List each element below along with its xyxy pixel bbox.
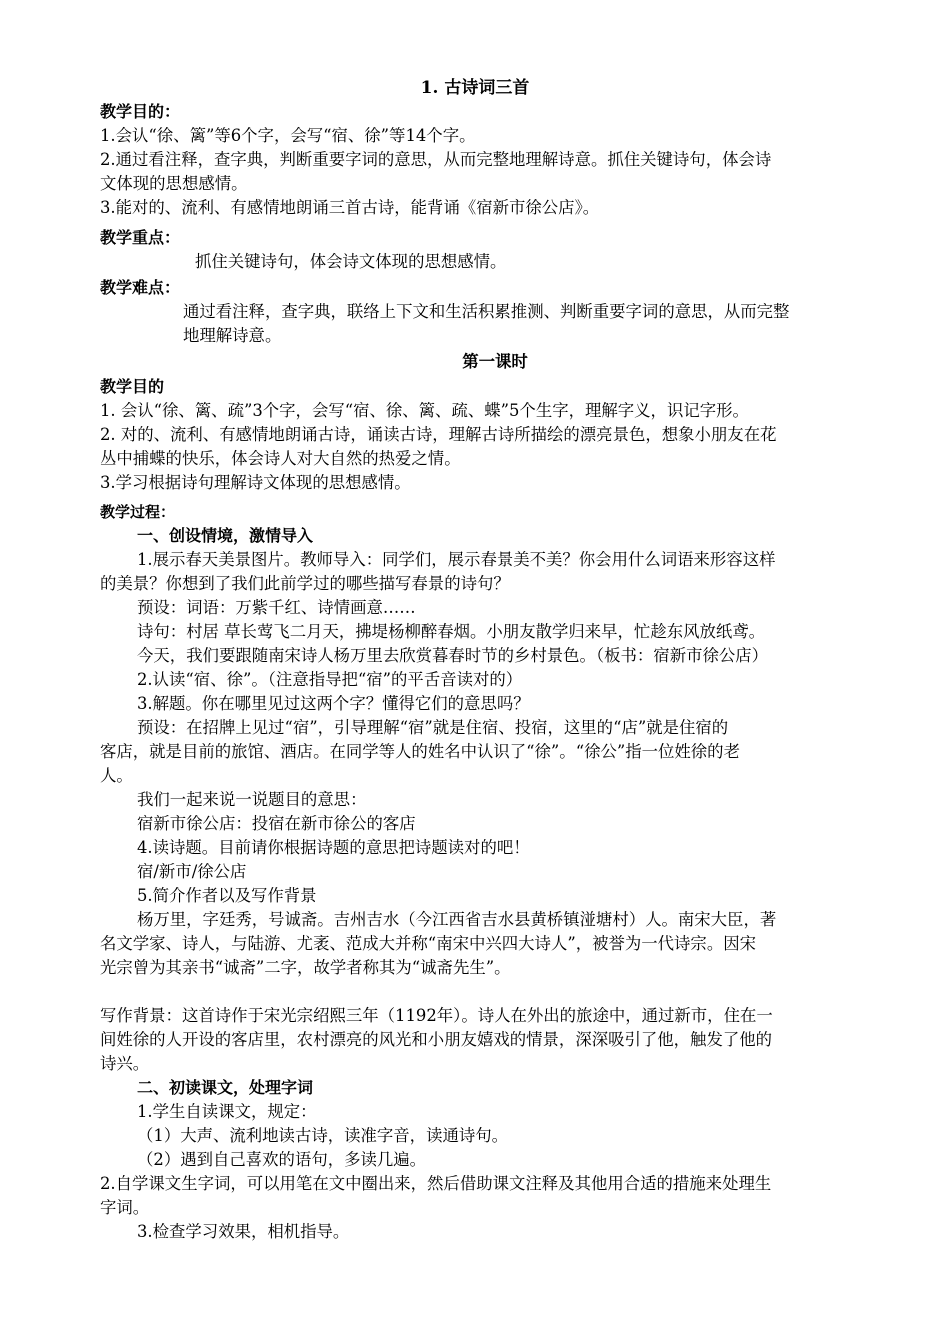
lesson-goals-section	[100, 375, 895, 495]
section1-line: 人。	[100, 766, 133, 785]
lesson-goals-heading: 教学目的	[100, 377, 165, 396]
focus-section	[100, 226, 895, 274]
section1-line: 名文学家、诗人，与陆游、尤袤、范成大并称“南宋中兴四大诗人”，被誉为一代诗宗。因宋	[100, 934, 756, 953]
focus-heading: 教学重点：	[100, 228, 181, 247]
section2-line: （2）遇到自己喜欢的语句，多读几遍。	[137, 1150, 427, 1169]
blank-line	[100, 980, 895, 1004]
section1-line: 宿/新市/徐公店	[137, 862, 247, 881]
section1-line: 今天，我们要跟随南宋诗人杨万里去欣赏暮春时节的乡村景色。（板书：宿新市徐公店）	[137, 646, 769, 665]
section1-heading: 一、创设情境，激情导入	[137, 526, 314, 545]
section1-line: 4.读诗题。目前请你根据诗题的意思把诗题读对的吧！	[137, 838, 530, 857]
section2-heading: 二、初读课文，处理字词	[137, 1078, 314, 1097]
difficulty-heading: 教学难点：	[100, 278, 181, 297]
background-body	[100, 1004, 895, 1076]
lesson-goal-line: 丛中捕蝶的快乐，体会诗人对大自然的热爱之情。	[100, 449, 461, 468]
section1-line: 的美景？你想到了我们此前学过的哪些描写春景的诗句？	[100, 574, 510, 593]
section1-line: 杨万里，字廷秀，号诚斋。吉州吉水（今江西省吉水县黄桥镇湴塘村）人。南宋大臣，著	[137, 910, 777, 929]
background-line: 写作背景：这首诗作于宋光宗绍熙三年（1192年）。诗人在外出的旅途中，通过新市，住在一	[100, 1006, 773, 1025]
lesson-title: 第一课时	[462, 352, 528, 371]
section1-line: 1.展示春天美景图片。教师导入：同学们，展示春景美不美？你会用什么词语来形容这样	[137, 550, 776, 569]
goal-line: 2.通过看注释，查字典，判断重要字词的意思，从而完整地理解诗意。抓住关键诗句，体会诗	[100, 150, 772, 169]
difficulty-line: 通过看注释，查字典，联络上下文和生活积累推测、判断重要字词的意思，从而完整	[183, 302, 790, 321]
section2-line: 2.自学课文生字词，可以用笔在文中圈出来，然后借助课文注释及其他用合适的措施来处理生	[100, 1174, 772, 1193]
section2-line: 3.检查学习效果，相机指导。	[137, 1222, 350, 1241]
section1-line: 诗句：村居 草长莺飞二月天，拂堤杨柳醉春烟。小朋友散学归来早，忙趁东风放纸鸢。	[137, 622, 766, 641]
document-title: 1. 古诗词三首	[420, 78, 530, 98]
goals-section	[100, 100, 895, 220]
lesson-goal-line: 1. 会认“徐、篱、疏”3个字，会写“宿、徐、篱、疏、蝶”5个生字，理解字义，识记字形。	[100, 401, 749, 420]
difficulty-line: 地理解诗意。	[183, 326, 282, 345]
section1-line: 2.认读“宿、徐”。（注意指导把“宿”的平舌音读对的）	[137, 670, 523, 689]
section1-line: 3.解题。你在哪里见过这两个字？懂得它们的意思吗？	[137, 694, 530, 713]
section1-line: 5.简介作者以及写作背景	[137, 886, 317, 905]
goal-line: 3.能对的、流利、有感情地朗诵三首古诗，能背诵《宿新市徐公店》。	[100, 198, 600, 217]
section2-line: （1）大声、流利地读古诗，读准字音，读通诗句。	[137, 1126, 509, 1145]
section2-line: 1.学生自读课文，规定：	[137, 1102, 317, 1121]
goals-heading: 教学目的：	[100, 102, 181, 121]
goal-line: 1.会认“徐、篱”等6个字，会写“宿、徐”等14个字。	[100, 126, 476, 145]
section1-line: 预设：词语：万紫千红、诗情画意……	[137, 598, 416, 617]
section1-line: 光宗曾为其亲书“诚斋”二字，故学者称其为“诚斋先生”。	[100, 958, 511, 977]
section1-line: 客店，就是目前的旅馆、酒店。在同学等人的姓名中认识了“徐”。“徐公”指一位姓徐的老	[100, 742, 740, 761]
section2-line: 字词。	[100, 1198, 150, 1217]
focus-text: 抓住关键诗句，体会诗文体现的思想感情。	[195, 252, 507, 271]
section1-body	[100, 548, 895, 980]
goal-line: 文体现的思想感情。	[100, 174, 248, 193]
difficulty-section	[100, 276, 895, 348]
process-section	[100, 500, 895, 1244]
section2-body	[100, 1100, 895, 1244]
lesson-goal-line: 2. 对的、流利、有感情地朗诵古诗，诵读古诗，理解古诗所描绘的漂亮景色，想象小朋友在花	[100, 425, 777, 444]
section1-line: 宿新市徐公店：投宿在新市徐公的客店	[137, 814, 416, 833]
background-line: 诗兴。	[100, 1054, 150, 1073]
background-line: 间姓徐的人开设的客店里，农村漂亮的风光和小朋友嬉戏的情景，深深吸引了他，触发了他的	[100, 1030, 773, 1049]
section1-line: 预设：在招牌上见过“宿”，引导理解“宿”就是住宿、投宿，这里的“店”就是住宿的	[137, 718, 729, 737]
process-heading: 教学过程：	[100, 503, 176, 521]
section1-line: 我们一起来说一说题目的意思：	[137, 790, 367, 809]
lesson-goal-line: 3.学习根据诗句理解诗文体现的思想感情。	[100, 473, 411, 492]
